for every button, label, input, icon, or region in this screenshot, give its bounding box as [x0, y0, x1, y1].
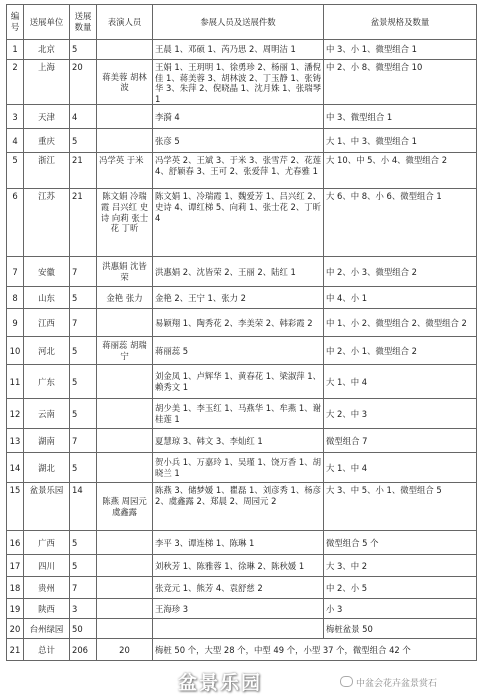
table-row: [7, 555, 477, 577]
table-row: [7, 365, 477, 399]
cell-spec: 中 2、小 3、微型组合 2: [324, 257, 477, 287]
cell-unit: 台州绿园: [24, 619, 70, 639]
header-spec: 盆景规格及数量: [324, 5, 477, 40]
cell-participants: 易颖翔 1、陶秀花 2、李美荣 2、韩彩霞 2: [153, 309, 324, 337]
cell-unit: 湖南: [24, 429, 70, 453]
header-participants: 参展人员及送展件数: [153, 5, 324, 40]
cell-spec: 中 3、微型组合 1: [324, 105, 477, 129]
cell-performers: 20: [97, 639, 153, 661]
header-count: 送展数量: [70, 5, 97, 40]
cell-performers: [97, 105, 153, 129]
cell-count: 5: [70, 453, 97, 483]
cell-participants: 王海珍 3: [153, 599, 324, 619]
cell-count: 20: [70, 60, 97, 105]
cell-no: 11: [7, 365, 24, 399]
total-row: [7, 639, 477, 661]
cell-count: 3: [70, 599, 97, 619]
cell-unit: 四川: [24, 555, 70, 577]
cell-no: 13: [7, 429, 24, 453]
cell-spec: 中 4、小 1: [324, 287, 477, 309]
cell-performers: 冯学英 于米: [97, 153, 153, 189]
cell-unit: 江西: [24, 309, 70, 337]
cell-participants: 洪惠娟 2、沈皆荣 2、王丽 2、陆红 1: [153, 257, 324, 287]
table-row: [7, 60, 477, 105]
cell-unit: 河北: [24, 337, 70, 365]
cell-no: 7: [7, 257, 24, 287]
cell-performers: [97, 619, 153, 639]
cell-unit: 广西: [24, 531, 70, 555]
cell-participants: 刘秋芳 1、陈雅蓉 1、徐琳 2、陈秋媛 1: [153, 555, 324, 577]
cell-unit: 安徽: [24, 257, 70, 287]
table-row: [7, 429, 477, 453]
cell-performers: 洪惠娟 沈皆荣: [97, 257, 153, 287]
cell-performers: 陈燕 周园元 虞鑫露: [97, 483, 153, 531]
cell-unit: 盆景乐园: [24, 483, 70, 531]
cell-participants: 陈文娟 1、冷瑞霞 1、魏爱芳 1、吕兴红 2、史诗 4、谭红梯 5、向莉 1、张士花 2、丁昕 4: [153, 189, 324, 257]
cell-unit: 山东: [24, 287, 70, 309]
cell-unit: 江苏: [24, 189, 70, 257]
cell-count: 206: [70, 639, 97, 661]
cell-unit: 天津: [24, 105, 70, 129]
wechat-icon: [340, 676, 353, 687]
cell-count: 5: [70, 337, 97, 365]
table-header-row: [7, 5, 477, 40]
cell-participants: [153, 619, 324, 639]
cell-no: 9: [7, 309, 24, 337]
table-row: [7, 129, 477, 153]
cell-participants: 金艳 2、王宁 1、张力 2: [153, 287, 324, 309]
cell-spec: 大 1、中 4: [324, 453, 477, 483]
cell-performers: 蒋美蓉 胡林波: [97, 60, 153, 105]
table-row: [7, 619, 477, 639]
cell-spec: 中 2、小 5: [324, 577, 477, 599]
cell-participants: 陈燕 3、储梦媛 1、瞿磊 1、刘彦秀 1、杨彦 2、虞鑫露 2、郑晨 2、周园元 2: [153, 483, 324, 531]
cell-performers: [97, 531, 153, 555]
table-row: [7, 599, 477, 619]
cell-spec: 大 3、中 2: [324, 555, 477, 577]
cell-count: 14: [70, 483, 97, 531]
cell-participants: 刘金凤 1、卢辉华 1、黄春花 1、梁淑萍 1、赖秀文 1: [153, 365, 324, 399]
cell-performers: [97, 577, 153, 599]
cell-count: 5: [70, 555, 97, 577]
cell-performers: [97, 40, 153, 60]
cell-count: 5: [70, 531, 97, 555]
cell-performers: 金艳 张力: [97, 287, 153, 309]
cell-spec: 小 3: [324, 599, 477, 619]
table-row: [7, 105, 477, 129]
cell-unit: 重庆: [24, 129, 70, 153]
cell-count: 5: [70, 129, 97, 153]
cell-no: 2: [7, 60, 24, 105]
cell-spec: 大 10、中 5、小 4、微型组合 2: [324, 153, 477, 189]
cell-count: 5: [70, 40, 97, 60]
cell-participants: 蒋丽蕊 5: [153, 337, 324, 365]
table-row: [7, 337, 477, 365]
cell-participants: 李漪 4: [153, 105, 324, 129]
cell-participants: 张彦 5: [153, 129, 324, 153]
cell-no: 19: [7, 599, 24, 619]
cell-participants: 王娟 1、王玥明 1、徐勇珍 2、杨丽 1、潘倪佳 1、蒋美蓉 3、胡林波 2、丁玉静 1、张铸华 3、朱萍 2、倪晓晶 1、沈月姝 1、张瑞琴 1: [153, 60, 324, 105]
cell-no: 14: [7, 453, 24, 483]
cell-performers: [97, 365, 153, 399]
cell-unit: 陕西: [24, 599, 70, 619]
cell-performers: [97, 429, 153, 453]
cell-no: 10: [7, 337, 24, 365]
cell-no: 8: [7, 287, 24, 309]
cell-unit: 北京: [24, 40, 70, 60]
cell-spec: 微型组合 7: [324, 429, 477, 453]
cell-count: 5: [70, 399, 97, 429]
table-row: [7, 577, 477, 599]
table-row: [7, 453, 477, 483]
table-row: [7, 399, 477, 429]
cell-performers: [97, 555, 153, 577]
cell-participants: 贺小兵 1、万嘉玲 1、吴瑾 1、饶万香 1、胡晓兰 1: [153, 453, 324, 483]
cell-performers: [97, 309, 153, 337]
cell-participants: 李平 3、谭连梯 1、陈琳 1: [153, 531, 324, 555]
cell-no: 20: [7, 619, 24, 639]
cell-no: 12: [7, 399, 24, 429]
table-row: [7, 189, 477, 257]
cell-no: 3: [7, 105, 24, 129]
cell-spec: 大 1、中 3、微型组合 1: [324, 129, 477, 153]
cell-count: 7: [70, 257, 97, 287]
cell-total-summary: 梅桩 50 个，大型 28 个，中型 49 个，小型 37 个，微型组合 42 个: [153, 639, 477, 661]
cell-count: 21: [70, 189, 97, 257]
cell-spec: 大 2、中 3: [324, 399, 477, 429]
header-performers: 表演人员: [97, 5, 153, 40]
cell-count: 4: [70, 105, 97, 129]
cell-no: 5: [7, 153, 24, 189]
cell-unit: 云南: [24, 399, 70, 429]
cell-count: 50: [70, 619, 97, 639]
cell-participants: 王晨 1、邓硕 1、芮乃思 2、周明洁 1: [153, 40, 324, 60]
cell-no: 1: [7, 40, 24, 60]
cell-participants: 张竞元 1、熊芳 4、袁舒慈 2: [153, 577, 324, 599]
cell-count: 5: [70, 287, 97, 309]
table-row: [7, 257, 477, 287]
header-unit: 送展单位: [24, 5, 70, 40]
cell-performers: [97, 399, 153, 429]
source-text: 中盆会花卉盆景赏石: [356, 679, 438, 689]
cell-spec: 中 3、小 1、微型组合 1: [324, 40, 477, 60]
table-row: [7, 287, 477, 309]
cell-participants: 冯学英 2、王斌 3、于米 3、张雪芹 2、花莲 4、舒颖春 3、王可 2、张爱萍 1、尤春雅 1: [153, 153, 324, 189]
cell-performers: 蒋丽蕊 胡瑞宁: [97, 337, 153, 365]
cell-unit: 总计: [24, 639, 70, 661]
cell-no: 4: [7, 129, 24, 153]
cell-spec: 中 1、小 2、微型组合 2、微型组合 2: [324, 309, 477, 337]
cell-performers: [97, 129, 153, 153]
cell-spec: 大 6、中 8、小 6、微型组合 1: [324, 189, 477, 257]
cell-spec: 大 1、中 4: [324, 365, 477, 399]
cell-spec: 梅桩盆景 50: [324, 619, 477, 639]
cell-no: 6: [7, 189, 24, 257]
table-row: [7, 483, 477, 531]
cell-spec: 中 2、小 8、微型组合 10: [324, 60, 477, 105]
exhibition-table: [6, 4, 477, 661]
cell-performers: 陈文娟 冷瑞霞 吕兴红 史诗 向莉 张士花 丁昕: [97, 189, 153, 257]
cell-performers: [97, 453, 153, 483]
cell-unit: 浙江: [24, 153, 70, 189]
cell-count: 7: [70, 429, 97, 453]
cell-unit: 广东: [24, 365, 70, 399]
header-no: 编号: [7, 5, 24, 40]
table-row: [7, 153, 477, 189]
cell-participants: 夏慧琼 3、韩文 3、李灿红 1: [153, 429, 324, 453]
cell-participants: 胡少美 1、李玉红 1、马燕华 1、牟燕 1、谢桂莲 1: [153, 399, 324, 429]
cell-no: 16: [7, 531, 24, 555]
cell-spec: 大 3、中 5、小 1、微型组合 5: [324, 483, 477, 531]
cell-spec: 微型组合 5 个: [324, 531, 477, 555]
cell-spec: 中 2、小 1、微型组合 2: [324, 337, 477, 365]
cell-count: 7: [70, 309, 97, 337]
cell-count: 21: [70, 153, 97, 189]
watermark-text: 盆景乐园: [178, 672, 263, 694]
cell-performers: [97, 599, 153, 619]
table-row: [7, 531, 477, 555]
cell-count: 7: [70, 577, 97, 599]
cell-count: 5: [70, 365, 97, 399]
cell-no: 17: [7, 555, 24, 577]
cell-unit: 上海: [24, 60, 70, 105]
cell-no: 18: [7, 577, 24, 599]
cell-unit: 湖北: [24, 453, 70, 483]
cell-unit: 贵州: [24, 577, 70, 599]
table-row: [7, 40, 477, 60]
table-row: [7, 309, 477, 337]
cell-no: 15: [7, 483, 24, 531]
source-label: [340, 676, 437, 689]
cell-no: 21: [7, 639, 24, 661]
